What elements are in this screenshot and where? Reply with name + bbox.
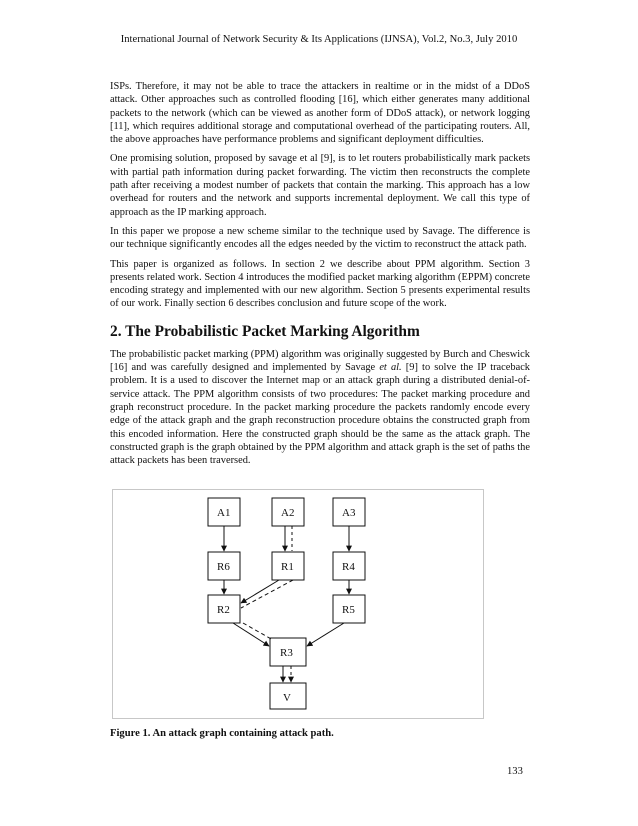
node-r3-label: R3	[280, 647, 293, 659]
figure-caption: Figure 1. An attack graph containing attack path.	[110, 728, 334, 739]
node-a2-label: A2	[281, 507, 295, 519]
node-r6-label: R6	[217, 561, 230, 573]
section-heading: 2. The Probabilistic Packet Marking Algorithm	[110, 322, 420, 340]
node-r5-label: R5	[342, 604, 355, 616]
section-paragraph-part-2: [9] to solve the IP traceback problem. It is a used to discover the Internet map or an attack graph during a distributed denial-of-service attack. The PPM algorithm consists of two procedures: The packet marking procedure and graph reconstruct procedure. In the packet marking procedure the packets randomly encode every edge of the attack graph and the graph reconstruction procedure obtains the constructed graph from this encoded information. Here the constructed graph should be the same as the attack graph. The constructed graph is the graph obtained by the PPM algorithm and attack graph is the set of paths the attack packets has been traversed.	[110, 362, 531, 467]
journal-header: International Journal of Network Security & Its Applications (IJNSA), Vol.2, No.3, July 2010	[120, 34, 518, 45]
edge-r2-r3-marked	[243, 623, 273, 640]
figure-attack-graph	[112, 489, 484, 719]
attack-graph-diagram	[113, 490, 485, 720]
edge-r5-r3	[307, 623, 344, 646]
node-r2-label: R2	[217, 604, 230, 616]
emphasis-et-al: et al.	[379, 362, 402, 374]
paragraph-1: ISPs. Therefore, it may not be able to trace the attackers in realtime or in the midst of a DDoS attack. Other approaches such as controlled flooding [16], which either generates many additional packets to the network (which can be viewed as another form of DDoS attack), or network logging [11], which requires additional storage and computational overhead of the participating routers. All, the above approaches have performance problems and significant deployment difficulties.	[110, 81, 530, 146]
paragraph-4: This paper is organized as follows. In section 2 we describe about PPM algorithm. Section 3 presents related work. Section 4 introduces the modified packet marking algorithm (EPPM) concrete encoding strategy and implemented with our new algorithm. Section 5 presents experimental results of our work. Finally section 6 describes conclusion and future scope of the work.	[110, 258, 530, 310]
edge-r1-r2-marked	[241, 580, 293, 608]
node-r1-label: R1	[281, 561, 294, 573]
page-number: 133	[507, 766, 523, 777]
section-paragraph-part-1: The probabilistic packet marking (PPM) algorithm was originally suggested by Burch and Cheswick [16] and was carefully designed and implemented by Savage	[110, 348, 530, 374]
node-r4-label: R4	[342, 561, 355, 573]
paragraph-3: In this paper we propose a new scheme similar to the technique used by Savage. The difference is our technique significantly encodes all the edges needed by the victim to reconstruct the attack path.	[110, 225, 530, 251]
node-v-label: V	[283, 692, 291, 704]
edge-r1-r2	[241, 580, 279, 603]
body-text	[110, 80, 530, 473]
section-paragraph	[110, 348, 530, 468]
paragraph-2: One promising solution, proposed by savage et al [9], is to let routers probabilistically mark packets with partial path information during packet forwarding. The victim then reconstructs the complete path after receiving a modest number of packets that contain the marking. This approach has a low overhead for routers and the network and supports incremental deployment. We call this type of approach as the IP marking approach.	[110, 153, 530, 218]
node-a3-label: A3	[342, 507, 356, 519]
node-a1-label: A1	[217, 507, 231, 519]
